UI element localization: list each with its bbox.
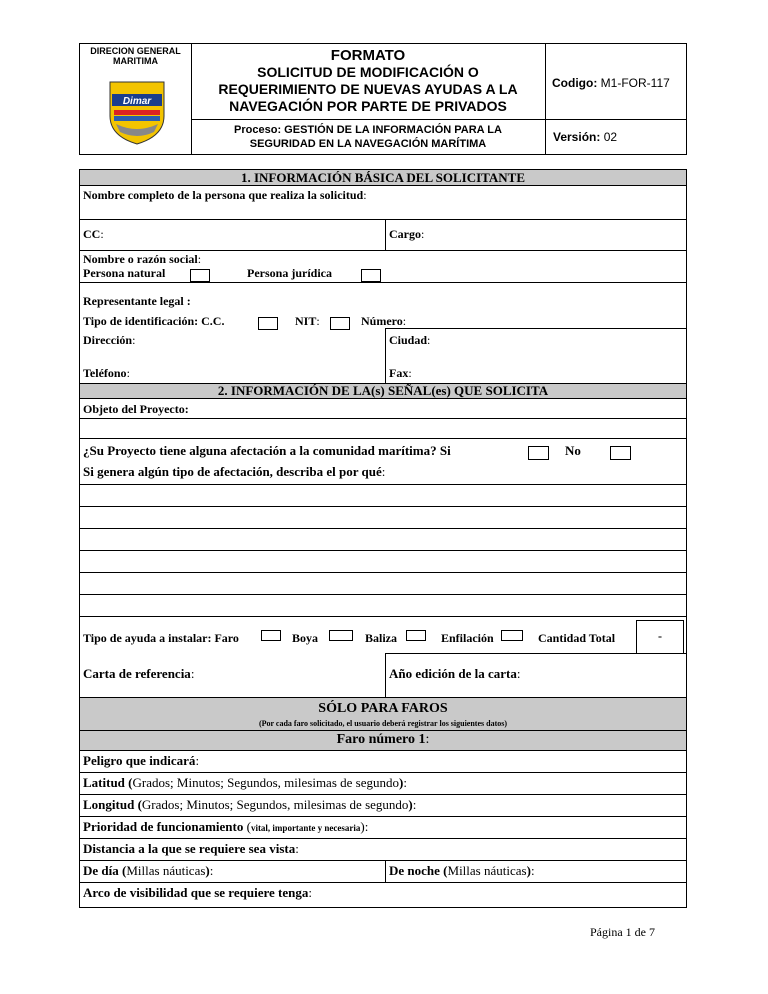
beacon-label: Baliza <box>365 631 397 645</box>
buoy-checkbox[interactable] <box>329 630 353 641</box>
title-cell <box>191 44 546 120</box>
legal-rep-label: Representante legal : <box>83 294 191 308</box>
process-label: Proceso: GESTIÓN DE LA INFORMACIÓN PARA LA SEGURIDAD EN LA NAVEGACIÓN MARÍTIMA <box>234 124 502 150</box>
city-top-line <box>385 328 686 329</box>
describe-line-2[interactable] <box>80 506 686 528</box>
legal-rep-field[interactable] <box>80 282 686 310</box>
longitude-label: Longitud (Grados; Minutos; Segundos, milesimas de segundo): <box>83 797 417 812</box>
affect-describe-row <box>80 464 686 484</box>
longitude-field[interactable] <box>80 794 686 816</box>
address-divider <box>385 328 386 383</box>
cargo-label: Cargo: <box>389 227 425 241</box>
day-night-divider <box>385 860 386 882</box>
chart-ref-label: Carta de referencia: <box>83 666 195 681</box>
process-cell <box>191 119 546 154</box>
buoy-label: Boya <box>292 631 319 645</box>
leading-checkbox[interactable] <box>501 630 523 641</box>
project-object-line[interactable] <box>80 418 686 438</box>
total-qty-label: Cantidad Total <box>538 631 616 645</box>
section1-title: 1. INFORMACIÓN BÁSICA DEL SOLICITANTE <box>240 170 525 185</box>
chart-ref-row <box>80 654 686 697</box>
section2-header <box>80 383 686 398</box>
business-name-row <box>80 250 686 282</box>
project-object-field[interactable] <box>80 398 686 418</box>
lighthouse-number-header <box>80 730 686 750</box>
org-cell <box>80 44 192 154</box>
phone-label: Teléfono: <box>83 366 130 380</box>
logo-text: Dimar <box>122 96 152 107</box>
affect-no-label: No <box>565 443 581 458</box>
total-qty-value: - <box>658 629 662 643</box>
beacon-checkbox[interactable] <box>406 630 426 641</box>
lighthouse-section-header <box>80 697 686 730</box>
describe-line-6[interactable] <box>80 594 686 616</box>
org-name: DIRECION GENERAL MARITIMA <box>90 46 181 66</box>
describe-line-4[interactable] <box>80 550 686 572</box>
document-header <box>79 43 687 155</box>
affect-row <box>80 438 686 464</box>
lighthouse-section-title: SÓLO PARA FAROS <box>318 701 448 716</box>
lighthouse-number: Faro número 1: <box>336 732 430 747</box>
night-distance-label: De noche (Millas náuticas): <box>389 863 535 878</box>
describe-line-5[interactable] <box>80 572 686 594</box>
chart-year-top-line <box>385 653 686 654</box>
lighthouse-checkbox[interactable] <box>261 630 281 641</box>
lighthouse-section-subtitle: (Por cada faro solicitado, el usuario deberá registrar los siguientes datos) <box>258 719 508 728</box>
affect-describe-label: Si genera algún tipo de afectación, describa el por qué: <box>83 464 386 479</box>
city-label: Ciudad: <box>389 333 431 347</box>
legal-person-label: Persona jurídica <box>247 266 332 280</box>
dimar-logo <box>104 76 170 146</box>
address-label: Dirección: <box>83 333 136 347</box>
id-type-label: Tipo de identificación: C.C. <box>83 314 225 328</box>
hazard-label: Peligro que indicará: <box>83 753 200 768</box>
document-title: SOLICITUD DE MODIFICACIÓN O REQUERIMIENTO DE NUEVAS AYUDAS A LA NAVEGACIÓN POR PARTE DE PRIVADOS <box>218 64 518 114</box>
priority-field[interactable] <box>80 816 686 838</box>
fax-label: Fax: <box>389 366 412 380</box>
section1-header <box>80 170 686 185</box>
priority-label: Prioridad de funcionamiento (vital, importante y necesaria): <box>83 819 369 834</box>
total-qty-box[interactable] <box>636 620 684 654</box>
request-form <box>79 169 687 908</box>
project-object-label: Objeto del Proyecto: <box>83 402 189 416</box>
address-row <box>80 328 686 370</box>
full-name-label: Nombre completo de la persona que realiza la solicitud: <box>83 188 367 202</box>
code-label: Codigo: <box>552 76 598 90</box>
day-distance-label: De día (Millas náuticas): <box>83 863 214 878</box>
natural-person-checkbox[interactable] <box>190 269 210 282</box>
chart-divider <box>385 653 386 697</box>
distance-label: Distancia a la que se requiere sea vista: <box>83 841 299 856</box>
affect-question: ¿Su Proyecto tiene alguna afectación a la comunidad marítima? Si <box>83 443 451 458</box>
affect-yes-checkbox[interactable] <box>528 446 549 460</box>
distance-row <box>80 838 686 860</box>
natural-person-label: Persona natural <box>83 266 166 280</box>
code-value: M1-FOR-117 <box>600 76 670 90</box>
business-name-label: Nombre o razón social: <box>83 252 202 266</box>
arc-field[interactable] <box>80 882 686 907</box>
number-label: Número: <box>361 314 407 328</box>
affect-no-checkbox[interactable] <box>610 446 631 460</box>
hazard-field[interactable] <box>80 750 686 772</box>
legal-person-checkbox[interactable] <box>361 269 381 282</box>
cc-cargo-row <box>80 219 686 250</box>
describe-line-1[interactable] <box>80 484 686 506</box>
latitude-field[interactable] <box>80 772 686 794</box>
version-value: 02 <box>603 130 618 144</box>
leading-label: Enfilación <box>441 631 494 645</box>
nit-label: NIT: <box>295 314 320 328</box>
code-cell <box>545 44 686 120</box>
chart-year-label: Año edición de la carta: <box>389 666 521 681</box>
version-cell <box>545 119 686 154</box>
cc-label: CC: <box>83 227 104 241</box>
full-name-field[interactable] <box>80 185 686 219</box>
version-label: Versión: <box>553 130 601 144</box>
page-number: Página 1 de 7 <box>590 925 655 939</box>
cc-divider <box>385 219 386 250</box>
format-label: FORMATO <box>330 47 406 64</box>
section2-title: 2. INFORMACIÓN DE LA(s) SEÑAL(es) QUE SOLICITA <box>217 383 549 398</box>
arc-label: Arco de visibilidad que se requiere tenga: <box>83 885 312 900</box>
aid-type-label: Tipo de ayuda a instalar: Faro <box>83 631 239 645</box>
latitude-label: Latitud (Grados; Minutos; Segundos, milesimas de segundo): <box>83 775 407 790</box>
describe-line-3[interactable] <box>80 528 686 550</box>
day-night-row <box>80 860 686 882</box>
